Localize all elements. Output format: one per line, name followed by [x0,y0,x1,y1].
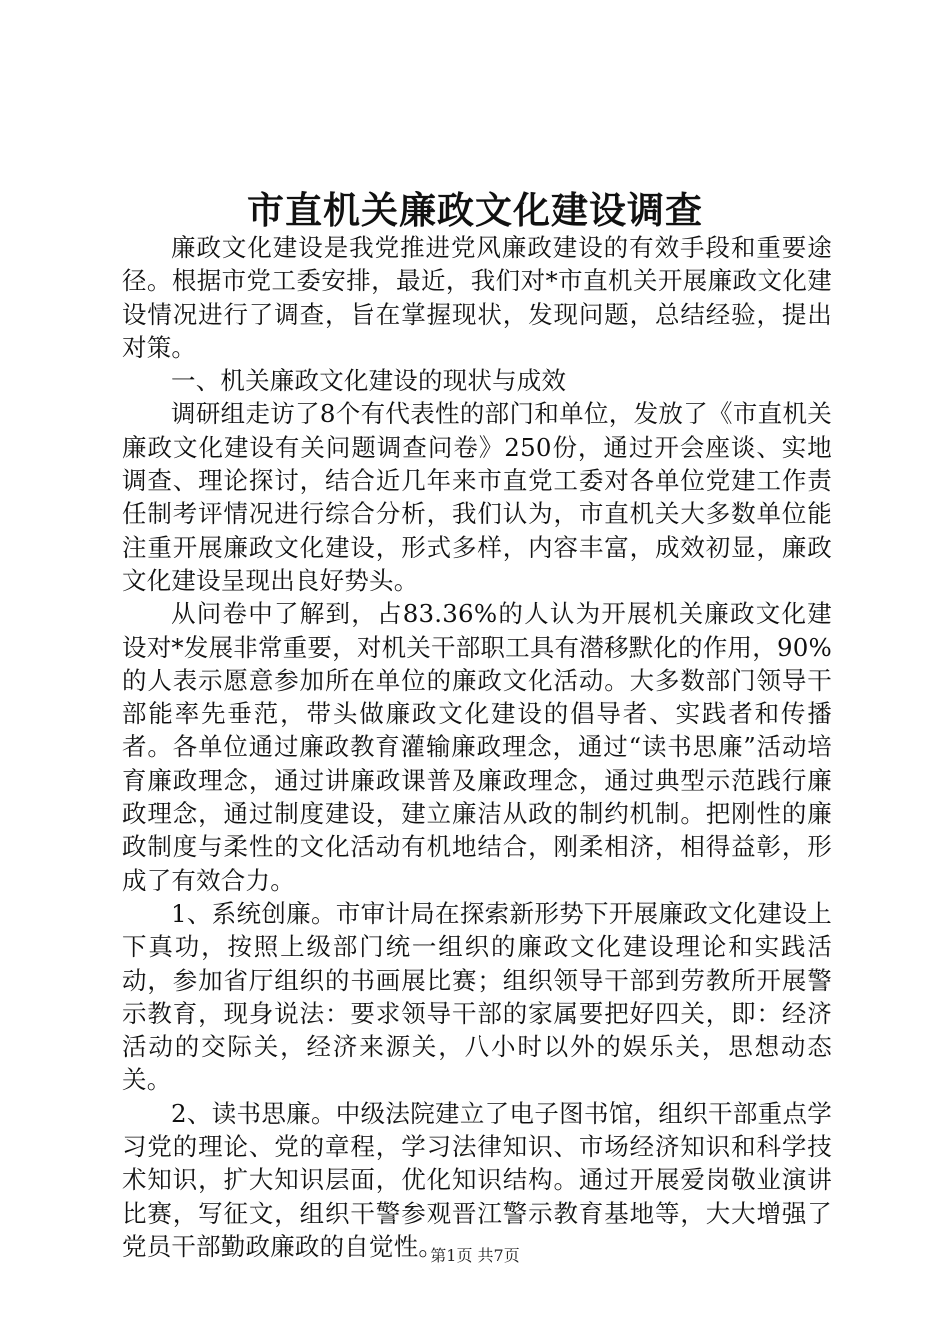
paragraph-questionnaire: 从问卷中了解到，占83.36%的人认为开展机关廉政文化建设对*发展非常重要，对机关干部职工具有潜移默化的作用，90%的人表示愿意参加所在单位的廉政文化活动。大多数部门领导干部能率先垂范，带头做廉政文化建设的倡导者、实践者和传播者。各单位通过廉政教育灌输廉政理念，通过“读书思廉”活动培育廉政理念，通过讲廉政课普及廉政理念，通过典型示范践行廉政理念，通过制度建设，建立廉洁从政的制约机制。把刚性的廉政制度与柔性的文化活动有机地结合，刚柔相济，相得益彰，形成了有效合力。 [122,599,832,895]
paragraph-intro: 廉政文化建设是我党推进党风廉政建设的有效手段和重要途径。根据市党工委安排，最近，我们对*市直机关开展廉政文化建设情况进行了调查，旨在掌握现状，发现问题，总结经验，提出对策。 [122,233,832,362]
paragraph-survey: 调研组走访了8个有代表性的部门和单位，发放了《市直机关廉政文化建设有关问题调查问卷》250份，通过开会座谈、实地调查、理论探讨，结合近几年来市直党工委对各单位党建工作责任制考评情况进行综合分析，我们认为，市直机关大多数单位能注重开展廉政文化建设，形式多样，内容丰富，成效初显，廉政文化建设呈现出良好势头。 [122,399,832,595]
document-title: 市直机关廉政文化建设调查 [247,188,703,232]
document-body [122,231,832,1263]
paragraph-reading-integrity: 2、读书思廉。中级法院建立了电子图书馆，组织干部重点学习党的理论、党的章程，学习法律知识、市场经济知识和科学技术知识，扩大知识层面，优化知识结构。通过开展爱岗敬业演讲比赛，写征文，组织干警参观晋江警示教育基地等，大大增强了党员干部勤政廉政的自觉性。 [122,1098,832,1261]
page-footer: 第1页 共7页 [430,1246,520,1265]
paragraph-system-integrity: 1、系统创廉。市审计局在探索新形势下开展廉政文化建设上下真功，按照上级部门统一组织的廉政文化建设理论和实践活动，参加省厅组织的书画展比赛；组织领导干部到劳教所开展警示教育，现身说法：要求领导干部的家属要把好四关，即：经济活动的交际关，经济来源关，八小时以外的娱乐关，思想动态关。 [122,898,832,1095]
section-heading-1: 一、机关廉政文化建设的现状与成效 [171,366,567,396]
